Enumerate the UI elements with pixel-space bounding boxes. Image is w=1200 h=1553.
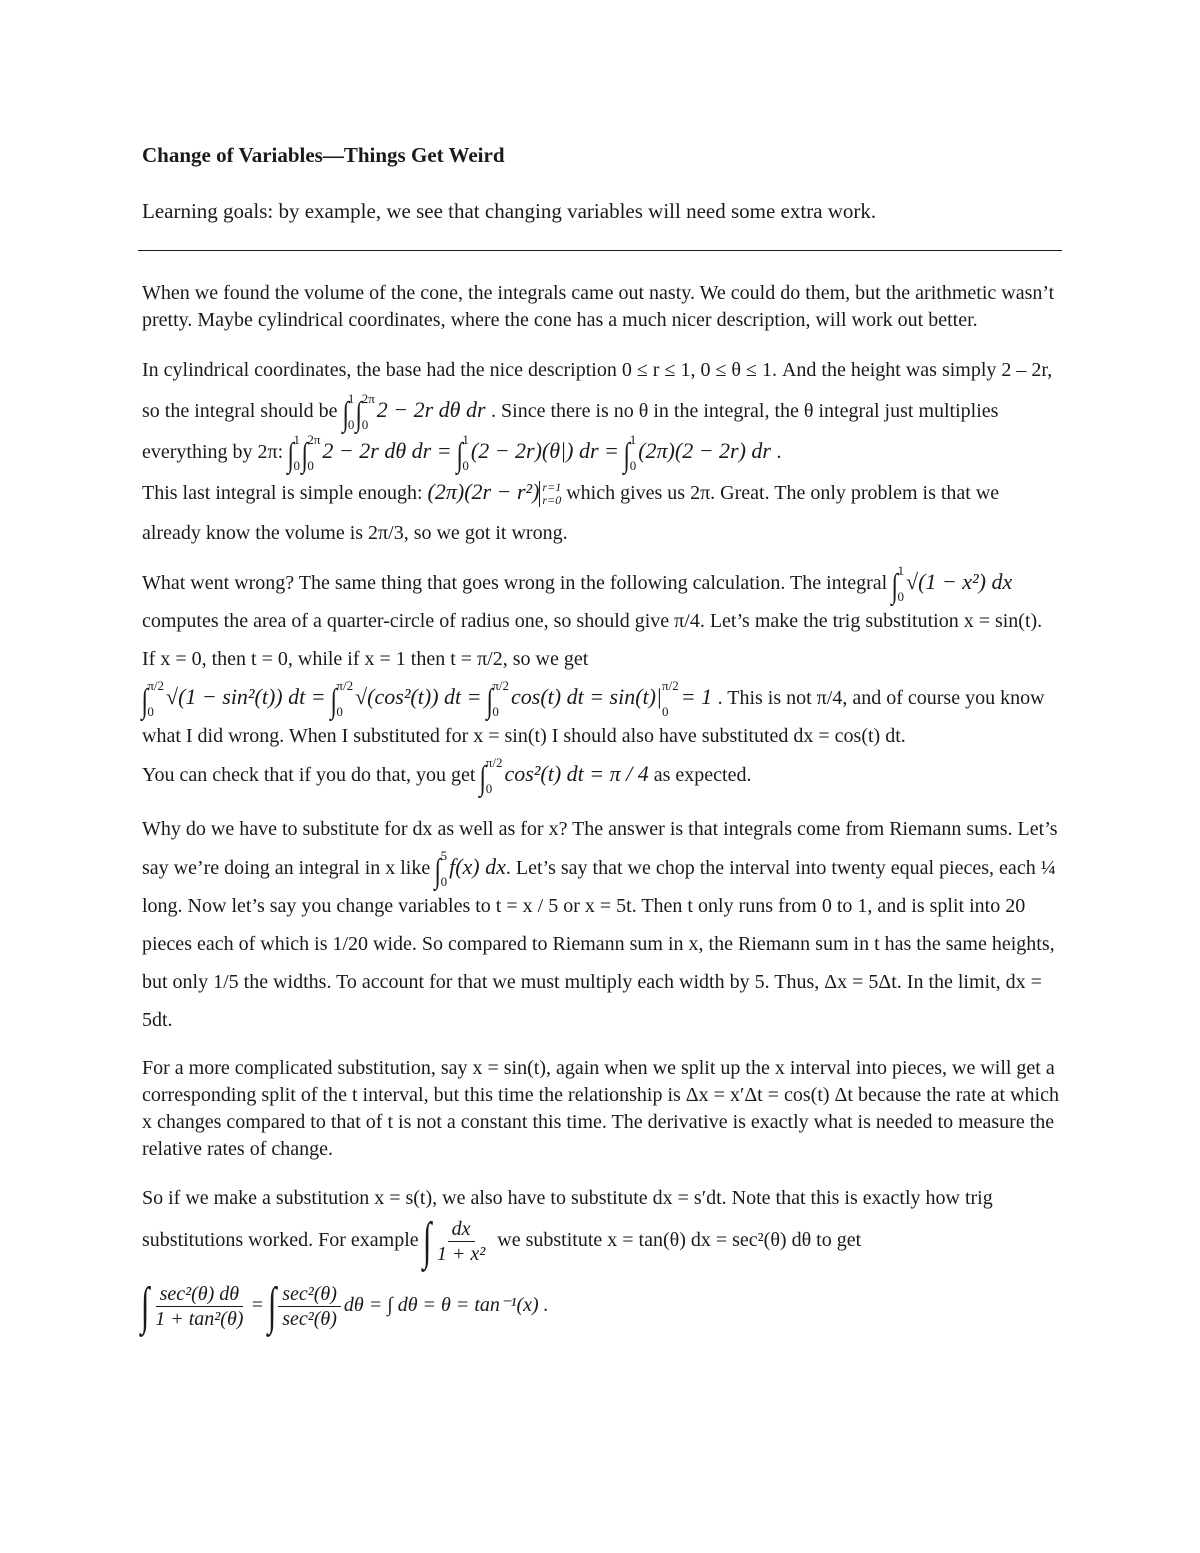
paragraph-trig-sub: So if we make a substitution x = s(t), we also have to substitute dx = s′dt. Note that this is exactly how trig substitutions worked. For example ∫ $\frac{dx}{\text{1 + x²}}$ we substitute x = tan(θ) dx = sec²(θ) dθ to get: [142, 1187, 993, 1270]
document-body: [142, 280, 1060, 1347]
formula-cyl-chain: ∫ 1 0 ∫ 2π 0 2 − 2r dθ dr = ∫ 1 0 (2 − 2r)(θ|) dr = ∫ 1 0 (2π)(2 − 2r) dr: [287, 431, 771, 474]
page-title: Change of Variables—Things Get Weird: [142, 143, 505, 167]
formula-cyl-integral: ∫ 1 0 ∫ 2π 0 2 − 2r dθ dr: [341, 390, 486, 433]
formula-example: ∫ $\frac{dx}{\text{1 + x²}}$: [422, 1212, 486, 1270]
learning-goals: Learning goals: by example, we see that changing variables will need some extra work.: [142, 199, 877, 223]
paragraph-riemann: Why do we have to substitute for dx as well as for x? The answer is that integrals come from Riemann sums. Let’s say we’re doing an integral in x like ∫ 5 0 f(x) dx. Let’s say that we chop the interval into twenty equal pieces, each ¼ long. Now let’s say you change variables to t = x / 5 or x = 5t. Then t only runs from 0 to 1, and is split into 20 pieces each of which is 1/20 wide. So compared to Riemann sum in x, the Riemann sum in t has the same heights, but only 1/5 the widths. To account for that we must multiply each width by 5. Thus, Δx = 5Δt. In the limit, dx = 5dt.: [142, 818, 1058, 1031]
formula-final: ∫ $\frac{\text{sec²(θ) dθ}}{\text{1 + tan²(θ)}}$ = ∫ $\frac{\text{sec²(θ)}}{\text{sec²(θ)}}$ dθ = ∫ dθ = θ = tan⁻¹(x) .: [140, 1277, 549, 1335]
formula-trig-chain: ∫ π/2 0 √(1 − sin²(t)) dt = ∫ π/2 0 √(cos²(t)) dt = ∫ π/2 0 cos(t) dt = sin(t)| π/2 0 = 1: [141, 677, 713, 720]
formula-check: ∫ π/2 0 cos²(t) dt = π / 4: [479, 754, 649, 797]
formula-riemann: ∫ 5 0 f(x) dx: [434, 847, 506, 890]
paragraph-complicated: For a more complicated substitution, say x = sin(t), again when we split up the x interval into pieces, we will get a corresponding split of the t interval, but this time the relationship is Δx = x′Δt = cos(t) Δt because the rate at which x changes compared to that of t is not a constant this time. The derivative is exactly what is needed to measure the relative rates of change.: [142, 1057, 1059, 1160]
paragraph-cone: When we found the volume of the cone, the integrals came out nasty. We could do them, but the arithmetic wasn’t pretty. Maybe cylindrical coordinates, where the cone has a much nicer description, will work out better.: [142, 282, 1055, 331]
paragraph-what-went-wrong: What went wrong? The same thing that goes wrong in the following calculation. The integral ∫ 1 0 √(1 − x²) dx computes the area of a quarter-circle of radius one, so should give π/4. Let’s make the trig substitution x = sin(t). If x = 0, then t = 0, while if x = 1 then t = π/2, so we get ∫ π/2 0 √(1 − sin²(t)) dt = ∫ π/2 0 √(cos²(t)) dt = ∫ π/2 0 cos(t) dt = sin(t)| π/2 0 = 1 . This is not π/4, and of course you know what I did wrong. When I substituted for x = sin(t) I should also have substituted dx = cos(t) dt. You can check that if you do that, you get ∫ π/2 0 cos²(t) dt = π / 4 as expected.: [141, 562, 1045, 797]
formula-antiderivative: (2π)(2r − r²) r=1 r=0: [427, 479, 562, 507]
divider: [138, 250, 1062, 251]
formula-quarter-circle: ∫ 1 0 √(1 − x²) dx: [891, 562, 1013, 605]
paragraph-cylindrical: In cylindrical coordinates, the base had the nice description 0 ≤ r ≤ 1, 0 ≤ θ ≤ 1. And the height was simply 2 – 2r, so the integral should be ∫ 1 0 ∫ 2π 0 2 − 2r dθ dr . Since there is no θ in the integral, the θ integral just multiplies everything by 2π: ∫ 1 0 ∫ 2π 0 2 − 2r dθ dr = ∫ 1 0 (2 − 2r)(θ|) dr = ∫ 1 0 (2π)(2 − 2r) dr . This last integral is simple enough: (2π)(2r − r²) r=1 r=0 which gives us 2π. Great. The only problem is that we already know the volume is 2π/3, so we got it wrong.: [142, 359, 1053, 544]
document-header: [142, 140, 1060, 226]
